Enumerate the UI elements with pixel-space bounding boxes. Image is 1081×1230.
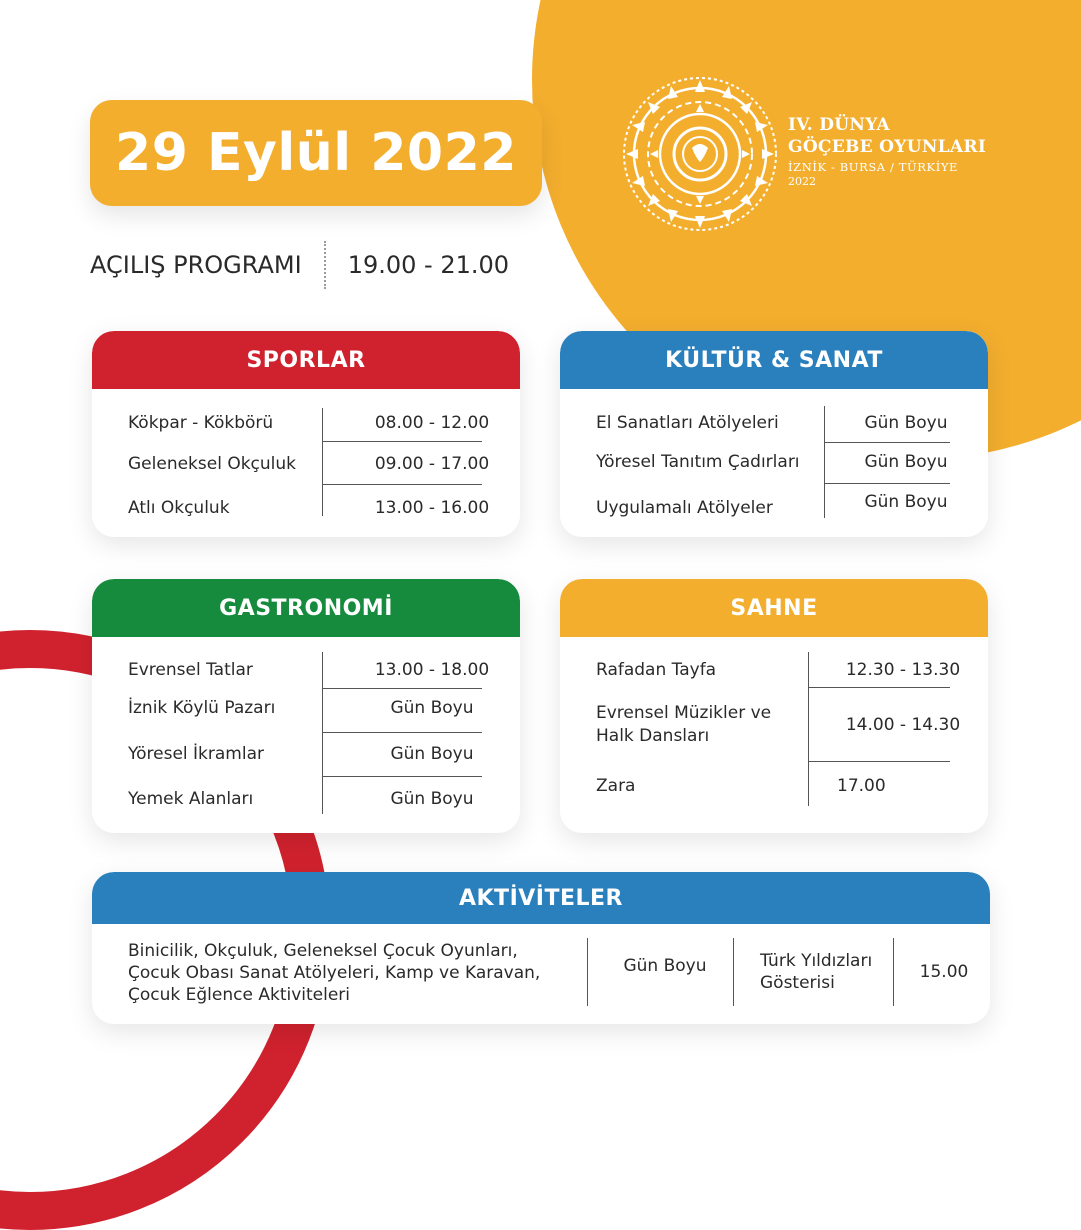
event-time: 13.00 - 18.00 [374, 660, 490, 680]
event-name: Kökpar - Kökbörü [128, 413, 274, 433]
event-name: İznik Köylü Pazarı [128, 698, 276, 718]
table-row [596, 658, 961, 682]
opening-label: AÇILIŞ PROGRAMI [90, 251, 302, 279]
games-location: İZNİK - BURSA / TÜRKİYE [788, 160, 959, 174]
event-name: Yöresel İkramlar [128, 744, 264, 764]
kultur-card [560, 331, 988, 537]
table-row [128, 452, 490, 476]
event-name: Yöresel Tanıtım Çadırları [596, 452, 800, 472]
star-show-line2: Gösterisi [760, 973, 835, 993]
aktiviteler-col-divider [733, 938, 734, 1006]
event-time: Gün Boyu [390, 789, 474, 809]
date-banner [90, 100, 542, 206]
table-row [596, 411, 952, 435]
event-time: Gün Boyu [390, 744, 474, 764]
event-time: 08.00 - 12.00 [374, 413, 490, 433]
activities-description [128, 940, 540, 1006]
table-row [128, 696, 484, 720]
event-name-line1: Evrensel Müzikler ve [596, 703, 772, 723]
event-name: Evrensel Tatlar [128, 660, 253, 680]
activities-time: Gün Boyu [623, 956, 707, 976]
table-row [596, 701, 961, 749]
table-row [128, 411, 490, 435]
aktiviteler-col-divider [587, 938, 588, 1006]
event-time: 12.30 - 13.30 [845, 660, 961, 680]
aktiviteler-header: AKTİVİTELER [92, 872, 990, 924]
row-divider [322, 776, 482, 777]
event-time: Gün Boyu [864, 452, 948, 472]
row-divider [808, 687, 950, 688]
activities-line2: Çocuk Obası Sanat Atölyeleri, Kamp ve Karavan, [128, 963, 541, 983]
gastronomi-header: GASTRONOMİ [92, 579, 520, 637]
event-name: El Sanatları Atölyeleri [596, 413, 779, 433]
event-name: Yemek Alanları [128, 789, 254, 809]
table-row [128, 658, 490, 682]
opening-divider [324, 241, 326, 289]
aktiviteler-card [92, 872, 990, 1024]
event-name: Rafadan Tayfa [596, 660, 717, 680]
event-name [596, 702, 771, 748]
row-divider [322, 484, 482, 485]
games-year: 2022 [788, 175, 816, 188]
star-show-line1: Türk Yıldızları [760, 951, 873, 971]
activities-line1: Binicilik, Okçuluk, Geleneksel Çocuk Oyunları, [128, 941, 518, 961]
table-row [128, 496, 490, 520]
games-title-line2: GÖÇEBE OYUNLARI [788, 137, 987, 157]
event-name: Zara [596, 776, 636, 796]
star-show-name [760, 950, 872, 994]
row-divider [322, 688, 482, 689]
row-divider [322, 441, 482, 442]
games-emblem-icon [620, 74, 780, 234]
event-name: Geleneksel Okçuluk [128, 454, 297, 474]
sahne-header: SAHNE [560, 579, 988, 637]
event-time: Gün Boyu [864, 413, 948, 433]
event-time: 17.00 [837, 776, 886, 796]
opening-time: 19.00 - 21.00 [347, 251, 510, 279]
table-row [596, 492, 952, 520]
table-row [128, 742, 484, 766]
opening-program [90, 240, 509, 290]
activities-line3: Çocuk Eğlence Aktiviteleri [128, 985, 351, 1005]
games-title [788, 114, 986, 189]
event-time: Gün Boyu [864, 492, 948, 512]
table-row [128, 787, 484, 811]
event-time: 09.00 - 17.00 [374, 454, 490, 474]
row-divider [322, 732, 482, 733]
date-text: 29 Eylül 2022 [115, 123, 517, 183]
event-name: Uygulamalı Atölyeler [596, 498, 773, 518]
row-divider [808, 761, 950, 762]
event-time: 13.00 - 16.00 [374, 498, 490, 518]
event-time: Gün Boyu [390, 698, 474, 718]
event-name: Atlı Okçuluk [128, 498, 230, 518]
sporlar-card [92, 331, 520, 537]
games-title-line1: IV. DÜNYA [788, 115, 891, 135]
gastronomi-card [92, 579, 520, 833]
row-divider [824, 483, 950, 484]
event-name-line2: Halk Dansları [596, 726, 710, 746]
sahne-card [560, 579, 988, 833]
kultur-header: KÜLTÜR & SANAT [560, 331, 988, 389]
sporlar-header: SPORLAR [92, 331, 520, 389]
aktiviteler-col-divider [893, 938, 894, 1006]
table-row [596, 450, 952, 474]
row-divider [824, 442, 950, 443]
table-row [596, 774, 952, 798]
event-time: 14.00 - 14.30 [845, 715, 961, 735]
star-show-time: 15.00 [919, 962, 969, 982]
